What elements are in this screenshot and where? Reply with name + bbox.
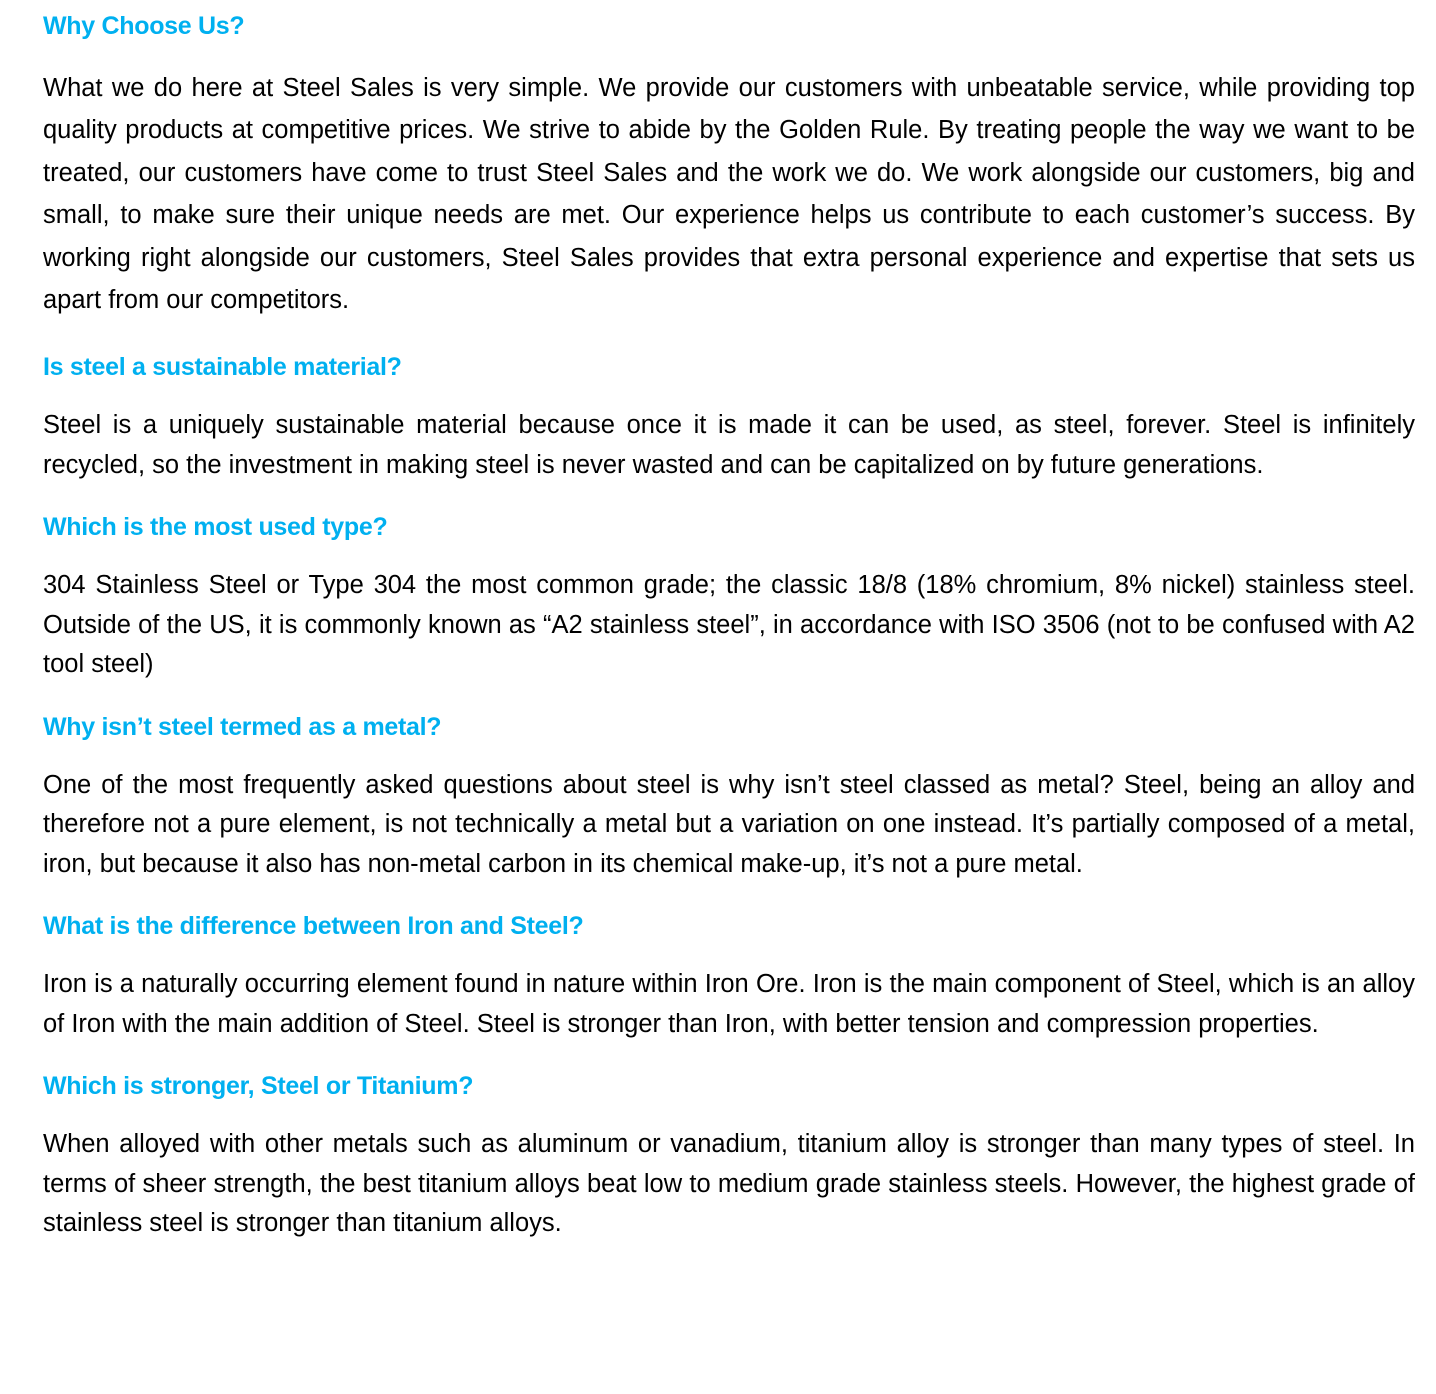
section-body: Iron is a naturally occurring element found in nature within Iron Ore. Iron is the main component of Steel, which is an alloy of Iron with the main addition of Steel. Steel is stronger than Iron, with better tension and compression properties. <box>43 970 1415 1038</box>
section-steel-metal <box>43 713 1415 885</box>
section-steel-vs-titanium <box>43 1072 1415 1244</box>
section-sustainable <box>43 353 1415 485</box>
section-why-choose-us <box>43 0 1415 321</box>
section-body: Steel is a uniquely sustainable material because once it is made it can be used, as steel, forever. Steel is infinitely recycled, so the investment in making steel is never wasted and can be capitalized on by future generations. <box>43 411 1415 479</box>
section-heading: Why isn’t steel termed as a metal? <box>43 712 442 741</box>
section-heading: Is steel a sustainable material? <box>43 353 402 382</box>
section-body: 304 Stainless Steel or Type 304 the most common grade; the classic 18/8 (18% chromium, 8% nickel) stainless steel. Outside of the US, it is commonly known as “A2 stainless steel”, in accordance with ISO 3506 (not to be confused with A2 tool steel) <box>43 571 1415 679</box>
section-iron-vs-steel <box>43 912 1415 1044</box>
section-body: What we do here at Steel Sales is very simple. We provide our customers with unbeatable service, while providing top quality products at competitive prices. We strive to abide by the Golden Rule. By treating people the way we want to be treated, our customers have come to trust Steel Sales and the work we do. We work alongside our customers, big and small, to make sure their unique needs are met. Our experience helps us contribute to each customer’s success. By working right alongside our customers, Steel Sales provides that extra personal experience and expertise that sets us apart from our competitors. <box>43 74 1415 315</box>
section-heading: Which is the most used type? <box>43 513 388 542</box>
section-most-used-type <box>43 513 1415 685</box>
section-heading: Why Choose Us? <box>43 12 245 40</box>
section-body: When alloyed with other metals such as aluminum or vanadium, titanium alloy is stronger than many types of steel. In terms of sheer strength, the best titanium alloys beat low to medium grade stainless steels. However, the highest grade of stainless steel is stronger than titanium alloys. <box>43 1130 1415 1238</box>
section-heading: What is the difference between Iron and Steel? <box>43 912 584 941</box>
section-body: One of the most frequently asked questions about steel is why isn’t steel classed as metal? Steel, being an alloy and therefore not a pure element, is not technically a metal but a variation on one instead. It’s partially composed of a metal, iron, but because it also has non-metal carbon in its chemical make-up, it’s not a pure metal. <box>43 770 1415 878</box>
section-heading: Which is stronger, Steel or Titanium? <box>43 1072 474 1101</box>
